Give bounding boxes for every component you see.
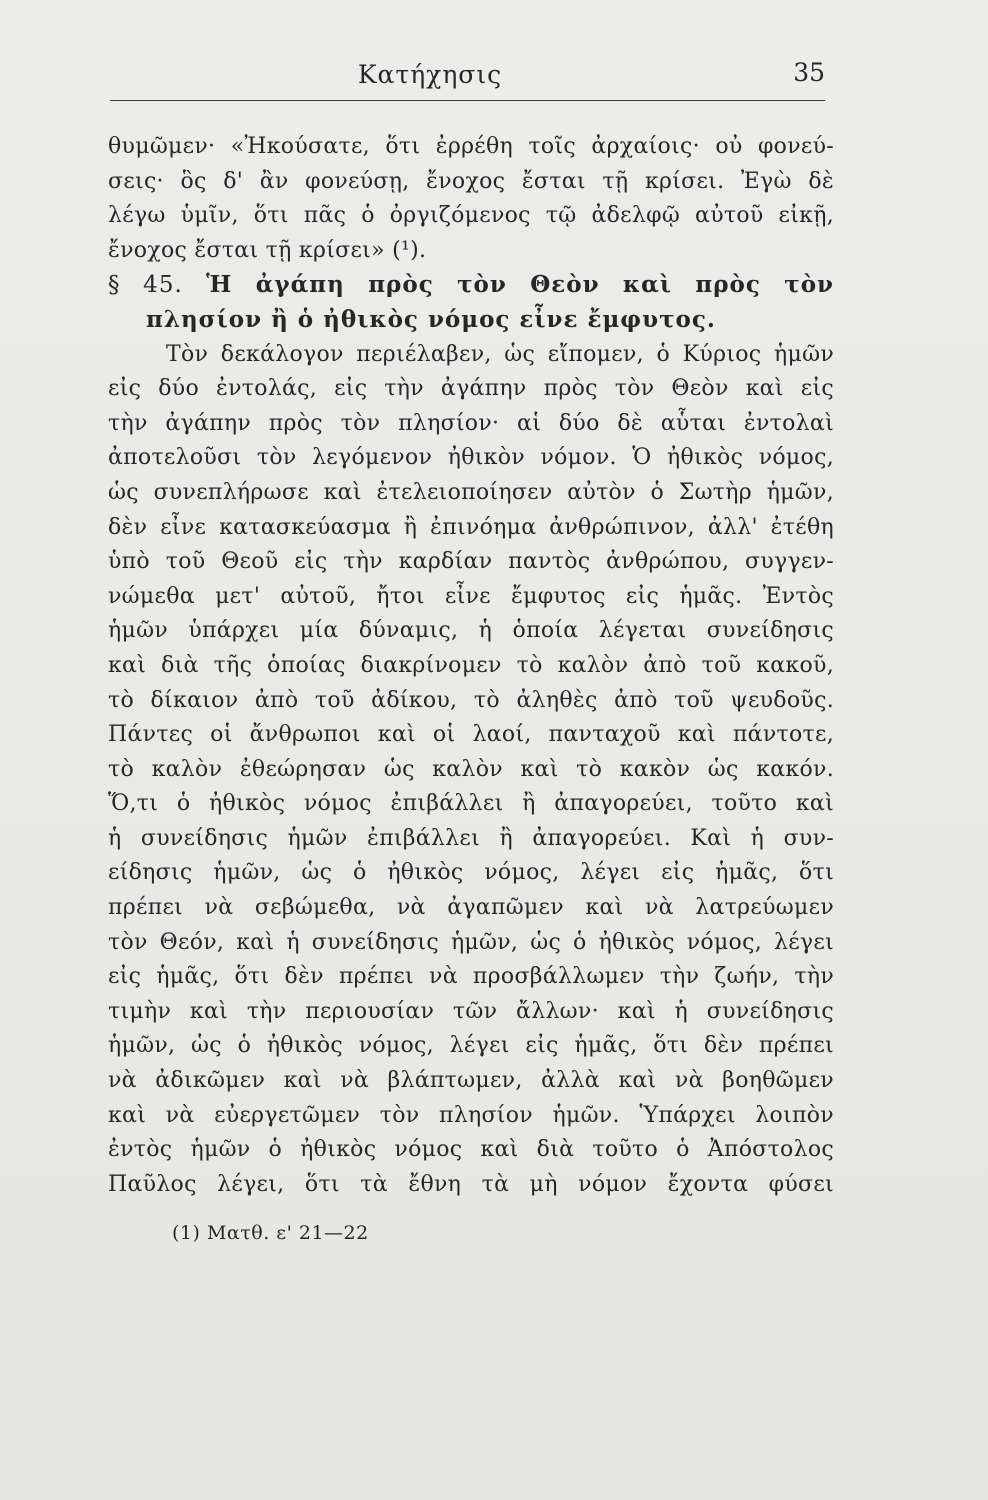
text-line: δὲν εἶνε κατασκεύασμα ἢ ἐπινόημα ἀνθρώπινον, ἀλλ' ἐτέθη — [108, 514, 834, 540]
text-line: καὶ διὰ τῆς ὁποίας διακρίνομεν τὸ καλὸν ἀπὸ τοῦ κακοῦ, — [108, 652, 834, 678]
text-line: ὡς συνεπλήρωσε καὶ ἐτελειοποίησεν αὐτὸν ὁ Σωτὴρ ἡμῶν, — [108, 479, 834, 505]
section-heading — [108, 268, 834, 303]
text-line: τὸ καλὸν ἐθεώρησαν ὡς καλὸν καὶ τὸ κακὸν ὡς κακόν. — [108, 756, 834, 782]
text-line: Παῦλος λέγει, ὅτι τὰ ἔθνη τὰ μὴ νόμον ἔχοντα φύσει — [108, 1171, 834, 1197]
text-line: ἀποτελοῦσι τὸν λεγόμενον ἠθικὸν νόμον. Ὁ ἠθικὸς νόμος, — [108, 445, 834, 471]
text-line: τὴν ἀγάπην πρὸς τὸν πλησίον· αἱ δύο δὲ αὗται ἐντολαὶ — [108, 410, 834, 436]
header-rule — [110, 100, 825, 101]
section-heading-line-2: πλησίον ἢ ὁ ἠθικὸς νόμος εἶνε ἔμφυτος. — [146, 305, 716, 333]
text-line: ἔνοχος ἔσται τῇ κρίσει» (¹). — [108, 237, 427, 263]
text-line: ἡμῶν ὑπάρχει μία δύναμις, ἡ ὁποία λέγεται συνείδησις — [108, 618, 834, 644]
text-line: σεις· ὃς δ' ἂν φονεύσῃ, ἔνοχος ἔσται τῇ κρίσει. Ἐγὼ δὲ — [108, 168, 834, 194]
text-line: Πάντες οἱ ἄνθρωποι καὶ οἱ λαοί, πανταχοῦ καὶ πάντοτε, — [108, 722, 834, 748]
body-text — [108, 130, 834, 1202]
text-line: τὸν Θεόν, καὶ ἡ συνείδησις ἡμῶν, ὡς ὁ ἠθικὸς νόμος, λέγει — [108, 929, 834, 955]
text-line: τιμὴν καὶ τὴν περιουσίαν τῶν ἄλλων· καὶ ἡ συνείδησις — [108, 998, 834, 1024]
text-line: Τὸν δεκάλογον περιέλαβεν, ὡς εἴπομεν, ὁ Κύριος ἡμῶν — [166, 341, 834, 367]
text-line: εἰς ἡμᾶς, ὅτι δὲν πρέπει νὰ προσβάλλωμεν τὴν ζωήν, τὴν — [108, 964, 834, 990]
text-line: εἰς δύο ἐντολάς, εἰς τὴν ἀγάπην πρὸς τὸν Θεὸν καὶ εἰς — [108, 376, 834, 402]
running-title: Κατήχησις — [357, 60, 503, 89]
text-line: ἡμῶν, ὡς ὁ ἠθικὸς νόμος, λέγει εἰς ἡμᾶς, ὅτι δὲν πρέπει — [108, 1033, 834, 1059]
text-line: Ὅ,τι ὁ ἠθικὸς νόμος ἐπιβάλλει ἢ ἀπαγορεύει, τοῦτο καὶ — [108, 791, 834, 817]
text-line: ὑπὸ τοῦ Θεοῦ εἰς τὴν καρδίαν παντὸς ἀνθρώπου, συγγεν- — [108, 549, 834, 575]
text-line: θυμῶμεν· «Ἠκούσατε, ὅτι ἐρρέθη τοῖς ἀρχαίοις· οὐ φονεύ- — [108, 134, 834, 159]
text-line: νώμεθα μετ' αὐτοῦ, ἤτοι εἶνε ἔμφυτος εἰς ἡμᾶς. Ἐντὸς — [108, 583, 834, 609]
text-line: νὰ ἀδικῶμεν καὶ νὰ βλάπτωμεν, ἀλλὰ καὶ νὰ βοηθῶμεν — [108, 1068, 834, 1094]
text-line: τὸ δίκαιον ἀπὸ τοῦ ἀδίκου, τὸ ἀληθὲς ἀπὸ τοῦ ψευδοῦς. — [108, 687, 834, 713]
footnote: (1) Ματθ. ε' 21—22 — [172, 1222, 369, 1244]
text-line: λέγω ὑμῖν, ὅτι πᾶς ὁ ὀργιζόμενος τῷ ἀδελφῷ αὐτοῦ εἰκῇ, — [108, 203, 834, 229]
page-number: 35 — [793, 58, 825, 87]
running-head — [110, 54, 825, 94]
text-line: ἐντὸς ἡμῶν ὁ ἠθικὸς νόμος καὶ διὰ τοῦτο ὁ Ἀπόστολος — [108, 1137, 834, 1163]
text-line: πρέπει νὰ σεβώμεθα, νὰ ἀγαπῶμεν καὶ νὰ λατρεύωμεν — [108, 895, 834, 921]
section-number: § 45. — [108, 272, 183, 299]
text-line: ἡ συνείδησις ἡμῶν ἐπιβάλλει ἢ ἀπαγορεύει. Καὶ ἡ συν- — [108, 825, 834, 851]
text-line: είδησις ἡμῶν, ὡς ὁ ἠθικὸς νόμος, λέγει εἰς ἡμᾶς, ὅτι — [108, 860, 834, 886]
text-line: καὶ νὰ εὐεργετῶμεν τὸν πλησίον ἡμῶν. Ὑπάρχει λοιπὸν — [108, 1102, 834, 1128]
section-heading-line-1: Ἡ ἀγάπη πρὸς τὸν Θεὸν καὶ πρὸς τὸν — [206, 271, 834, 299]
